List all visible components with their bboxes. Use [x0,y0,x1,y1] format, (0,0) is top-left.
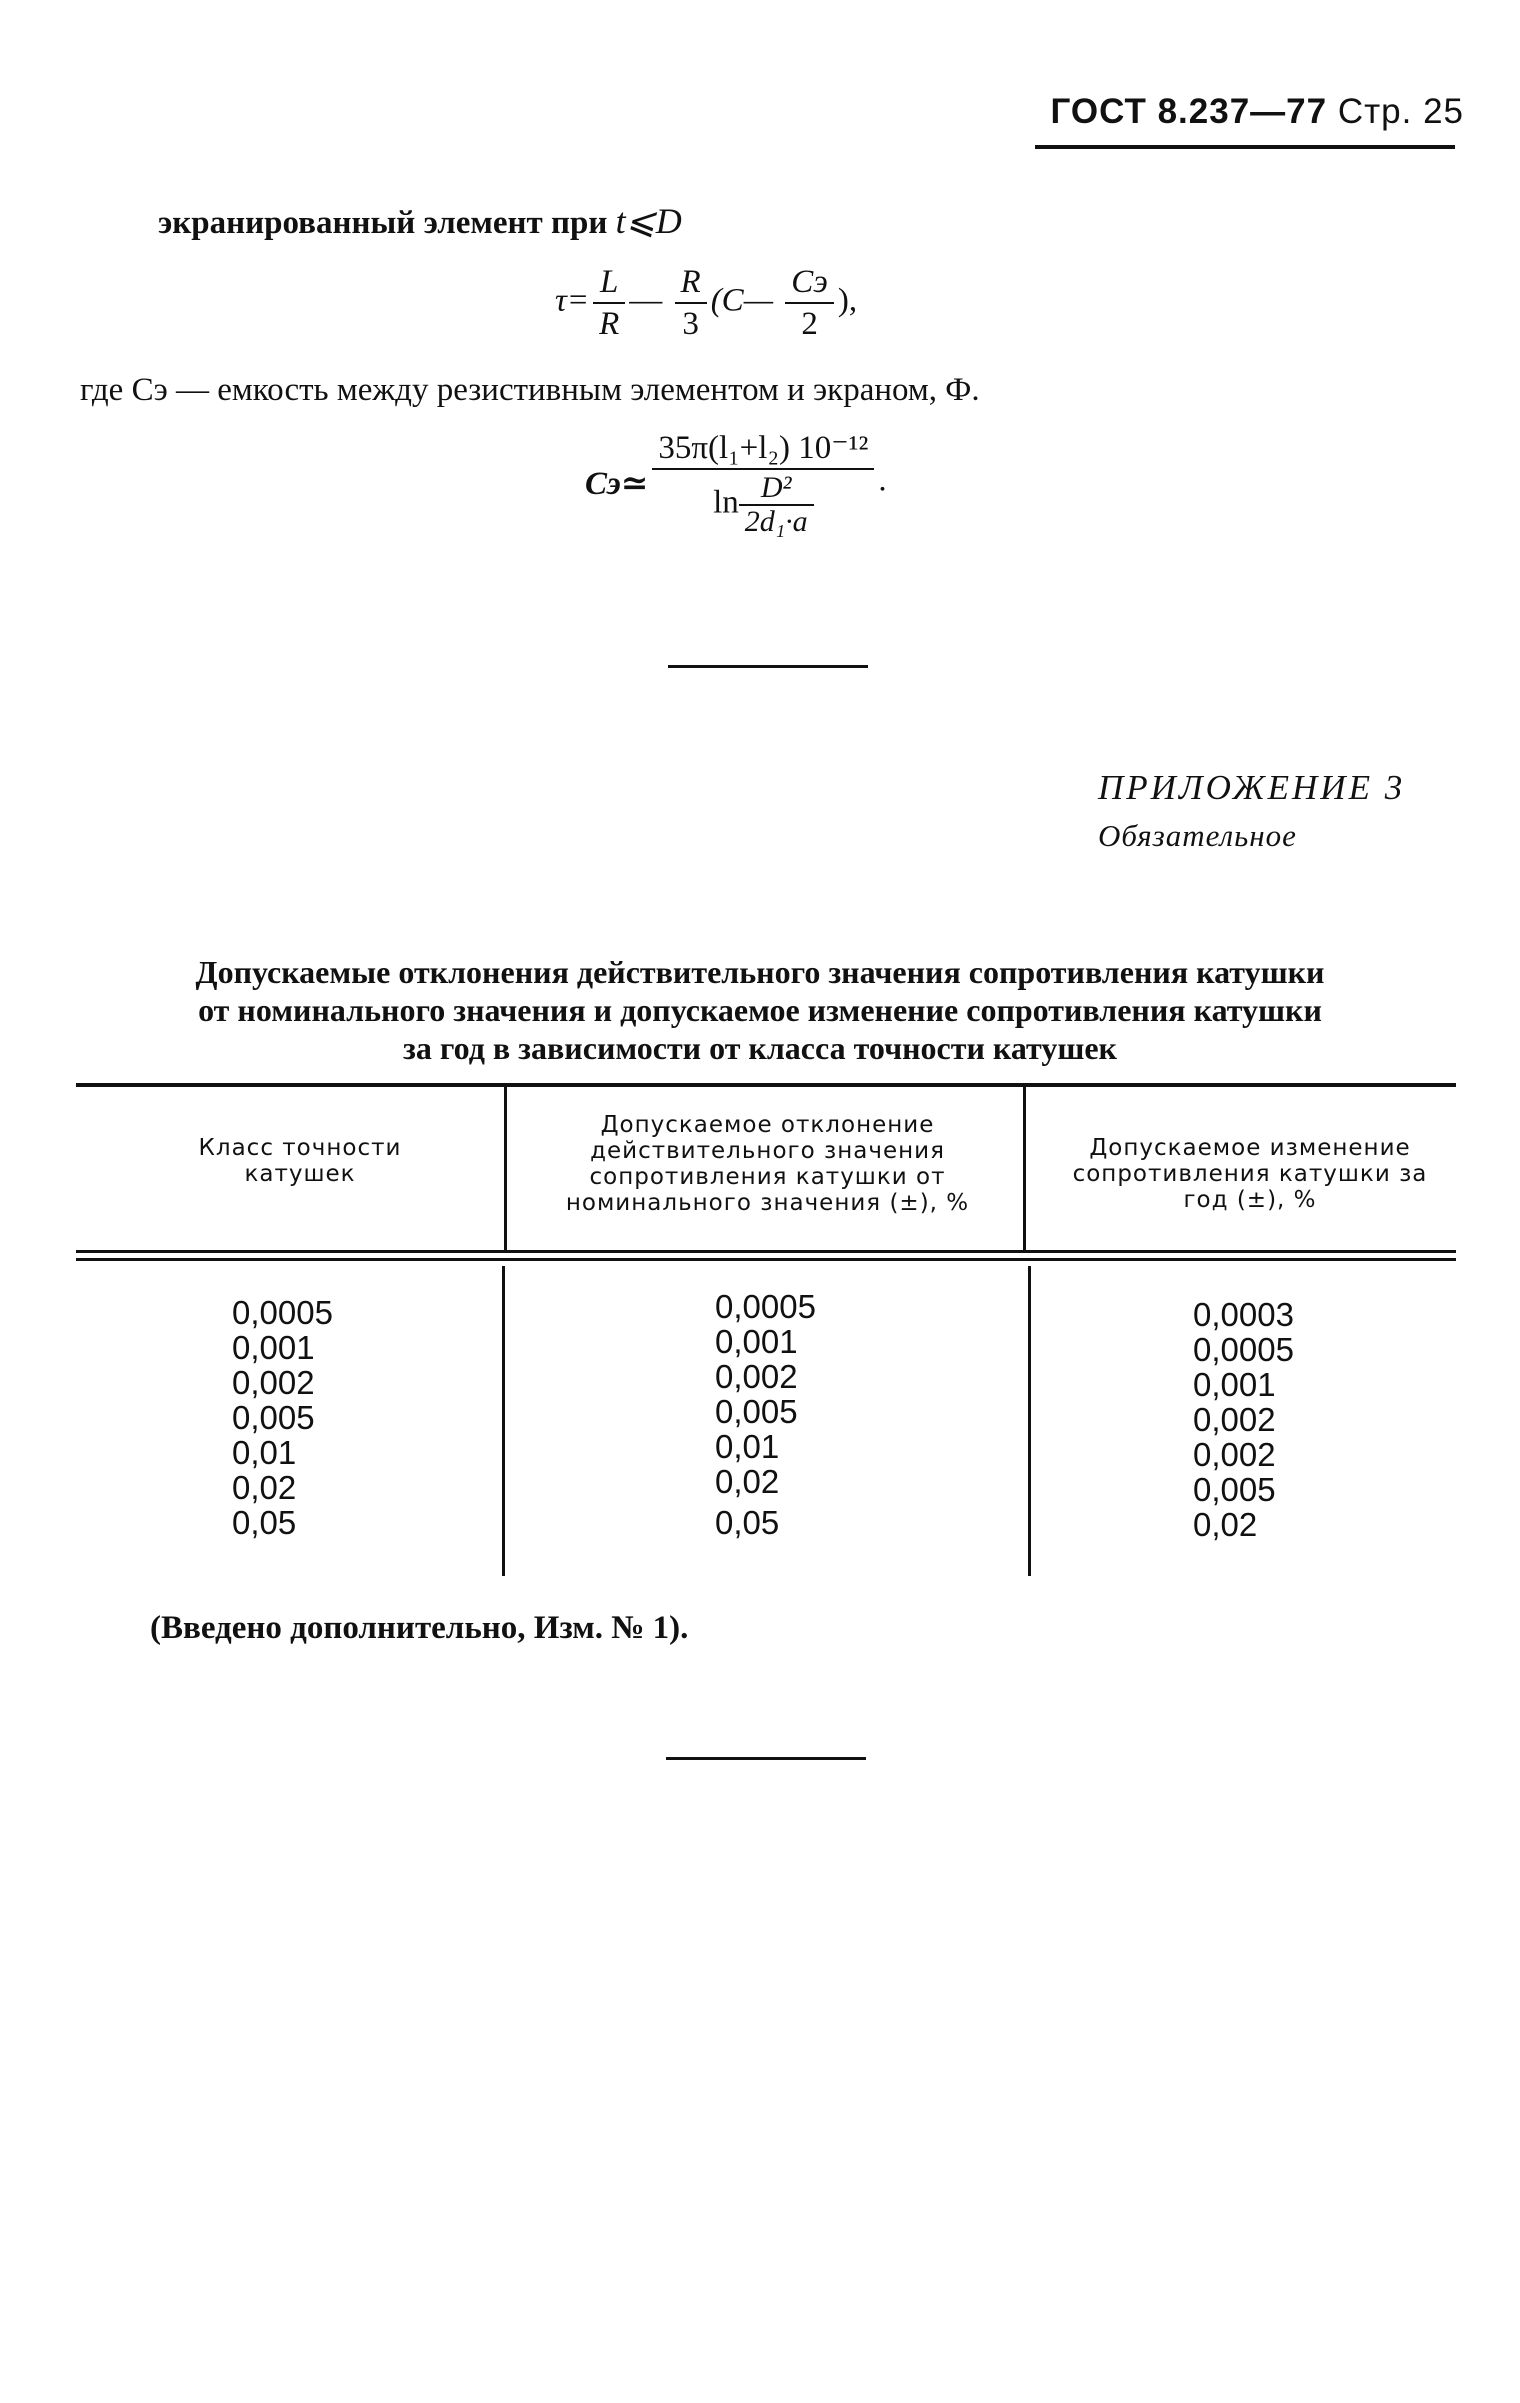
table-cell: 0,001 [232,1329,315,1366]
table-column-deviation [715,1289,816,1540]
table-cell: 0,0005 [715,1288,816,1325]
table-header-deviation: Допускаемое отклонение действительного значения сопротивления катушки от номинального значения (±), % [565,1112,970,1216]
table-cell: 0,002 [1193,1401,1276,1438]
formula-end: . [878,462,887,499]
appendix-subtitle: Обязательное [1098,818,1297,853]
table-cell: 0,005 [232,1399,315,1436]
table-cell: 0,005 [1193,1471,1276,1508]
table-cell: 0,005 [715,1393,798,1430]
table-cell: 0,0003 [1193,1296,1294,1333]
table-body-divider-2 [1028,1266,1031,1576]
table-header-divider-1 [504,1087,507,1250]
separator-top [668,665,868,668]
table-cell: 0,02 [232,1469,297,1506]
table-body-divider-1 [502,1266,505,1576]
table-cell: 0,05 [715,1504,780,1541]
intro-text: экранированный элемент при [158,205,616,241]
separator-bottom [666,1757,866,1760]
table-header-change: Допускаемое изменение сопротивления катушки за год (±), % [1072,1135,1428,1213]
table-cell: 0,0005 [1193,1331,1294,1368]
fraction-capacitance [652,428,874,538]
formula-minus: — [629,282,663,319]
fraction-Ce-2: $\frac{Cэ}{2}$ [785,262,834,344]
table-cell: 0,01 [232,1434,297,1471]
table-cell: 0,02 [1193,1506,1258,1543]
intro-line [158,200,682,242]
page-header [1050,92,1464,132]
caption-line-1: Допускаемые отклонения действительного значения сопротивления катушки [195,954,1325,990]
fraction-R-3: $\frac{R}{3}$ [675,262,707,344]
fraction-L-R: $\frac{L}{R}$ [593,262,625,344]
table-cell: 0,002 [1193,1436,1276,1473]
formula-capacitance [585,428,887,538]
formula-tau-lhs: τ= [555,282,590,319]
table-cell: 0,001 [715,1323,798,1360]
where-line: где Cэ — емкость между резистивным элементом и экраном, Ф. [80,372,980,408]
table-cell: 0,002 [232,1364,315,1401]
table-cell: 0,002 [715,1358,798,1395]
capacitance-denominator: ln $\frac{\text{D²}}{\text{2d₁·a}}$ [652,468,874,538]
amendment-note: (Введено дополнительно, Изм. № 1). [150,1610,689,1646]
standard-number: ГОСТ 8.237—77 [1050,92,1328,131]
table-cell: 0,001 [1193,1366,1276,1403]
formula-tau [555,262,857,344]
formula-paren-close: ), [837,282,858,319]
table-header-divider-2 [1023,1087,1026,1250]
intro-condition: t⩽D [615,201,682,241]
header-rule [1035,145,1455,149]
table-header-rule-1 [76,1250,1456,1253]
caption-line-2: от номинального значения и допускаемое изменение сопротивления катушки [198,992,1322,1028]
table-column-change [1193,1297,1294,1542]
table-header-class: Класс точности катушек [198,1135,402,1187]
table-cell: 0,05 [232,1504,297,1541]
table-cell: 0,02 [715,1463,780,1500]
formula-paren-open: (C— [710,282,774,319]
appendix-title: ПРИЛОЖЕНИЕ 3 [1098,768,1406,807]
table-cell: 0,01 [715,1428,780,1465]
table-cell: 0,0005 [232,1294,333,1331]
ln-fraction: $\frac{\text{D²}}{\text{2d₁·a}}$ [739,472,814,538]
formula-ce-lhs: Cэ≃ [585,466,649,502]
table-column-class [232,1295,333,1540]
table-header-rule-2 [76,1258,1456,1261]
capacitance-numerator: 35π(l₁+l₂) 10⁻¹² [658,430,869,466]
table-top-rule [76,1083,1456,1087]
page-number: Стр. 25 [1337,92,1464,131]
table-caption [60,953,1460,1067]
caption-line-3: за год в зависимости от класса точности катушек [403,1030,1117,1066]
